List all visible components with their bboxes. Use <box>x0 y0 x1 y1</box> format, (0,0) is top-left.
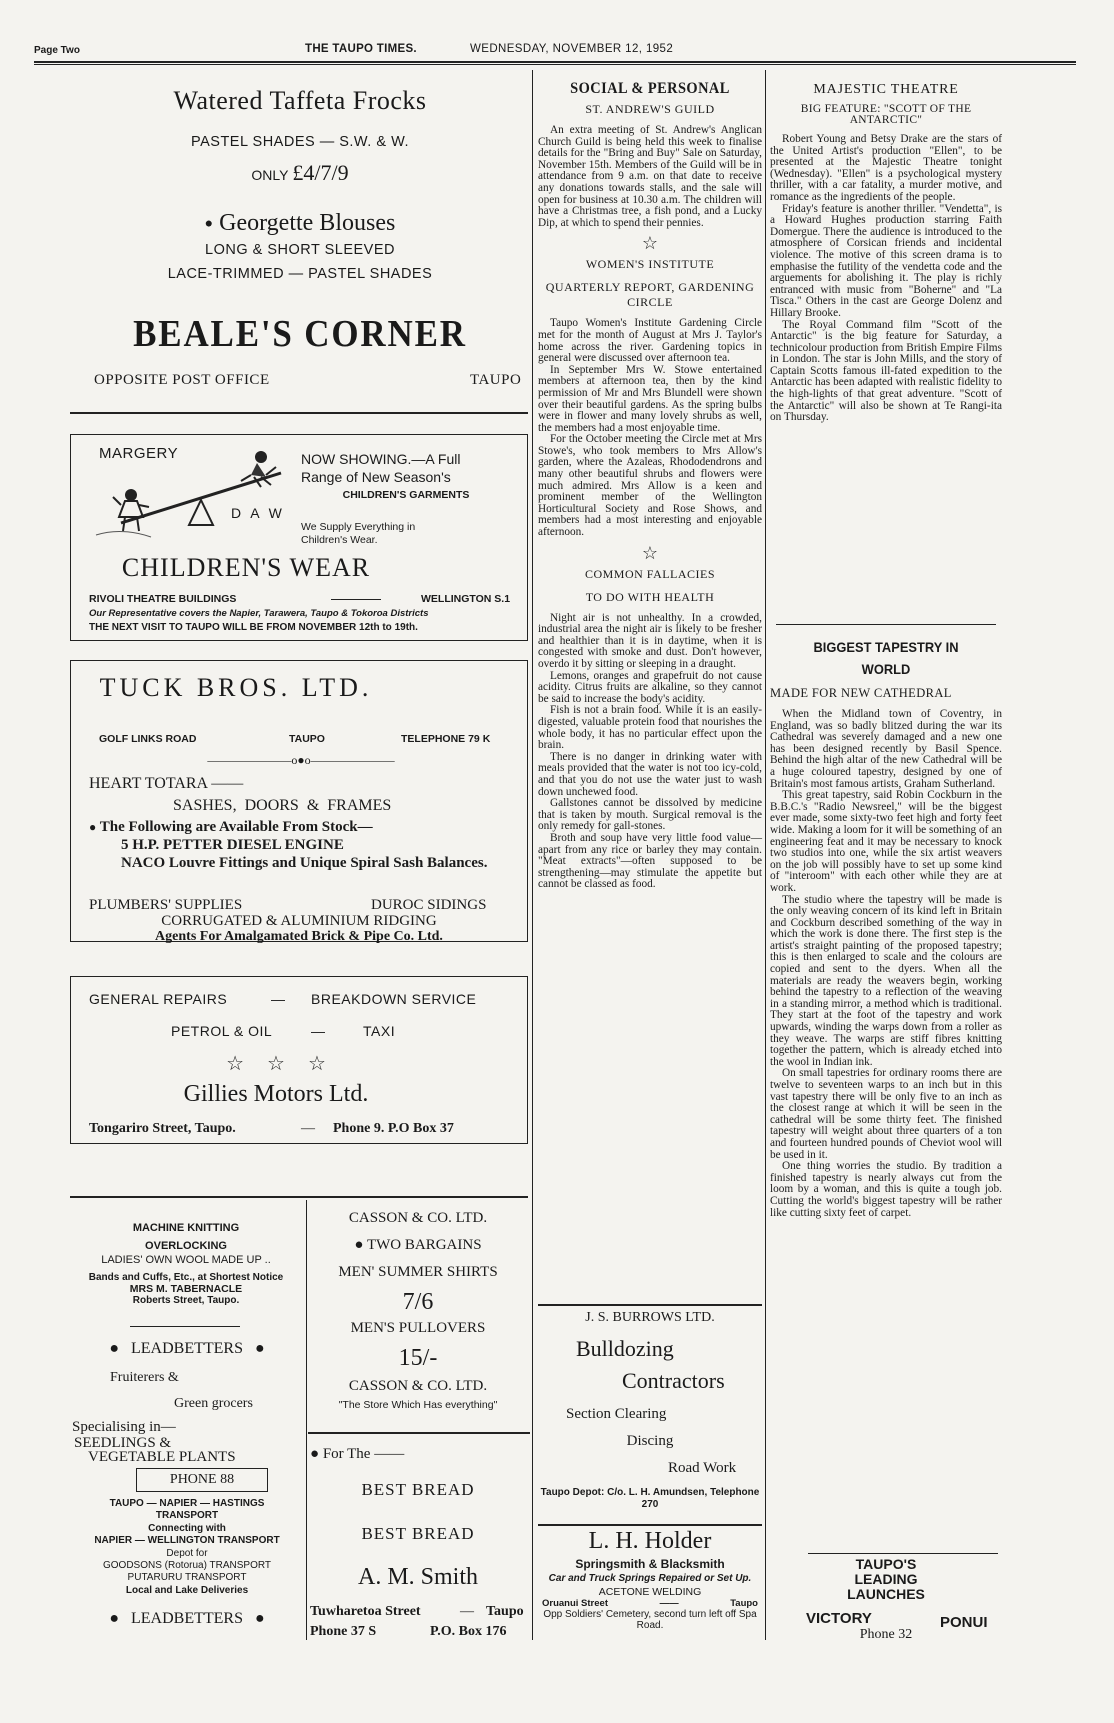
phone-box <box>136 1468 268 1492</box>
ad-line: Specialising in— <box>72 1419 176 1435</box>
ad-heading-text: Georgette Blouses <box>219 210 396 236</box>
article-heading: TO DO WITH HEALTH <box>585 589 715 604</box>
section-rule <box>308 1432 530 1434</box>
ad-line: LONG & SHORT SLEEVED <box>205 242 395 258</box>
social-personal-column <box>538 80 762 891</box>
section-rule <box>538 1524 762 1526</box>
shop-name <box>72 1610 302 1628</box>
bullet-icon: ● <box>204 216 214 232</box>
margery-daw-ad <box>70 434 528 641</box>
transport-ad <box>70 1498 304 1597</box>
shop-name: CASSON & CO. LTD. <box>348 1378 488 1394</box>
star-icon: ☆ <box>641 542 659 563</box>
ad-line-text: For The —— <box>322 1446 405 1462</box>
depot-text: Taupo Depot: C/o. L. H. Amundsen, Telephone 270 <box>540 1487 760 1510</box>
article-subheading: MADE FOR NEW CATHEDRAL <box>770 686 952 700</box>
bullet-icon: ● <box>255 1610 265 1627</box>
short-rule <box>808 1553 998 1554</box>
shop-name: TUCK BROS. LTD. <box>99 673 373 702</box>
ad-heading <box>70 210 530 237</box>
article-heading: BIG FEATURE: "SCOTT OF THE ANTARCTIC" <box>800 103 972 126</box>
address: GOLF LINKS ROAD <box>99 733 197 745</box>
address: Tuwharetoa Street <box>310 1604 421 1619</box>
telephone: TELEPHONE 79 K <box>401 733 491 745</box>
newspaper-name: THE TAUPO TIMES. <box>305 43 417 55</box>
agents-line: Agents For Amalgamated Brick & Pipe Co. Ltd. <box>155 929 443 944</box>
column-title: SOCIAL & PERSONAL <box>570 80 730 97</box>
holder-ad <box>538 1528 762 1631</box>
dash: — <box>460 1604 474 1619</box>
showing-text: Range of New Season's <box>301 469 451 485</box>
ad-line: OVERLOCKING <box>145 1240 227 1252</box>
article-paragraph: On small tapestries for ordinary rooms there are twelve to seventeen warps to an inch but in this vast tapestry there will be only five to an inch as the closest range at which it will be seen in the cathedral will be some thirty feet. The finished tapestry will weight about three quarters of a ton and fourteen hundred pounds of Cheviot wool will be used in it. <box>770 1067 1002 1161</box>
bread-line: BEST BREAD <box>361 1524 475 1543</box>
phone: Phone 32 <box>859 1627 913 1642</box>
price: £4/7/9 <box>292 160 349 185</box>
ad-line: ACETONE WELDING <box>598 1586 702 1598</box>
shop-name-text: LEADBETTERS <box>131 1340 243 1357</box>
column-divider <box>306 1200 307 1640</box>
article-title: BIGGEST TAPESTRY IN WORLD <box>813 639 959 677</box>
product-line-text: The Following are Available From Stock— <box>99 819 373 835</box>
ad-line: LACE-TRIMMED — PASTEL SHADES <box>167 266 433 282</box>
launches-ad <box>770 1557 1002 1602</box>
ad-line <box>308 1237 528 1254</box>
phone: Phone 37 S <box>310 1624 377 1639</box>
column-title: MAJESTIC THEATRE <box>813 82 959 97</box>
bullet-icon: ● <box>109 1610 119 1627</box>
article-paragraph: Fish is not a brain food. While it is an easily-digested, valuable protein food that nourishes the whole body, it has no particular effect upon the brain. <box>538 704 762 752</box>
price: 7/6 <box>402 1289 434 1315</box>
ad-line-text: TWO BARGAINS <box>366 1237 482 1253</box>
address: Oruanui Street <box>542 1598 608 1609</box>
article-heading: COMMON FALLACIES <box>584 566 716 581</box>
star-icon: ☆ <box>641 233 659 254</box>
dash: — <box>271 991 285 1007</box>
ad-line: VEGETABLE PLANTS <box>88 1449 236 1465</box>
majestic-theatre-column <box>770 82 1002 424</box>
article-heading: ST. ANDREW'S GUILD <box>585 102 715 116</box>
bullet-icon: ● <box>354 1237 364 1253</box>
ad-line: ONLY <box>251 167 289 183</box>
ad-line: LAUNCHES <box>847 1586 925 1602</box>
article-heading: WOMEN'S INSTITUTE <box>585 257 715 272</box>
ad-line: Discing <box>626 1433 674 1449</box>
burrows-ad <box>538 1310 762 1511</box>
shop-name-part: MARGERY <box>99 445 179 462</box>
article-paragraph: The Royal Command film "Scott of the Antarctic" is the big feature for Saturday, a technicolour production from British Empire Films in London. The star is John Mills, and the story of Captain Scotts famous ill-fated expedition to the Antarctic has been adapted with realistic fidelity to the high-lights of that great adventure. "Scott of the Antarctic" will also be shown at Te Rangi-ita on Thursday. <box>770 318 1002 424</box>
casson-ad <box>308 1210 528 1411</box>
garments-text: CHILDREN'S GARMENTS <box>342 489 470 501</box>
product-line <box>89 819 373 836</box>
issue-date: WEDNESDAY, NOVEMBER 12, 1952 <box>470 43 674 55</box>
article-paragraph: Gallstones cannot be dissolved by medicine that is taken by mouth. Surgical removal is the only remedy for gall-stones. <box>538 797 762 833</box>
ad-line: NAPIER — WELLINGTON TRANSPORT <box>94 1535 280 1547</box>
ad-line: MEN' SUMMER SHIRTS <box>338 1264 498 1280</box>
ad-line: LEADING <box>854 1571 918 1587</box>
address: WELLINGTON S.1 <box>421 593 511 605</box>
ad-line: Contractors <box>622 1368 725 1393</box>
page-number: Page Two <box>34 45 80 56</box>
article-paragraph: Broth and soup have very little food value—apart from any rice or barley they may contain. "Meat extracts"—often supposed to be strengthening—may stimulate the appetite but cannot be classed as food. <box>538 831 762 891</box>
article-paragraph: Lemons, oranges and grapefruit do not cause acidity. Citrus fruits are alkaline, so they cannot be said to increase the body's acidity. <box>538 669 762 705</box>
article-paragraph: Taupo Women's Institute Gardening Circle met for the month of August at Mrs J. Taylor's home across the river. Gardening topics in general were discussed over afternoon tea. <box>538 317 762 365</box>
ad-line: Springsmith & Blacksmith <box>575 1557 725 1571</box>
shop-name: CASSON & CO. LTD. <box>348 1210 488 1226</box>
product-line: CORRUGATED & ALUMINIUM RIDGING <box>161 913 437 929</box>
tapestry-article <box>770 636 1002 1219</box>
bullet-icon: ● <box>89 820 97 834</box>
ornament-divider: ———————o●o——————— <box>207 753 395 767</box>
article-paragraph: An extra meeting of St. Andrew's Anglican Church Guild is being held this week to finalise details for the "Bring and Buy" Sale on Saturday, November 15th. Members of the Guild will be in attendance from 9 a.m. on that date to receive any donations towards stalls, and the sale will open for business at 10.30 a.m. The children will have a Christmas tree, a fish pond, and a Lucky Dip, at which to spend their pennies. <box>538 124 762 229</box>
po-box: P.O. Box 176 <box>430 1624 507 1639</box>
ad-line <box>310 1446 404 1463</box>
ad-line: TAUPO — NAPIER — HASTINGS <box>109 1498 265 1509</box>
column-divider <box>532 70 533 1640</box>
article-paragraph: Friday's feature is another thriller. "Vendetta", is a Howard Hughes production starring Faith Domergue. There the audience is introduced to the atmosphere of Corsican friends and incidental violence. The motive of this screen drama is to emphasise the futility of the vendetta code and the arguements for abolishing it. The play is richly entranced with music from "Boherne" and "La Tisca." Others in the cast are George Dolenz and Hillary Brooke. <box>770 202 1002 319</box>
article-paragraph: When the Midland town of Coventry, in England, was so badly blitzed during the war its Cathedral was severely damaged and a new one has been designed recently by Basil Spence. Behind the high altar of the new Cathedral will be a huge coloured tapestry, designed by one of Britain's most famous artists, Graham Sutherland. <box>770 708 1002 790</box>
article-paragraph: This great tapestry, said Robin Cockburn in the B.B.C.'s "Radio Newsreel," will be the biggest ever made, some sixty-two feet high and forty feet wide. Making a loom for it will be something of an engineering feat and it may be necessary to knock two studios into one, while the six artist weavers on the job will possibly have to set up some kind of "interoom" with each other while they are at work. <box>770 789 1002 894</box>
article-paragraph: In September Mrs W. Stowe entertained members at afternoon tea, then by the kind permission of Mr and Mrs Blundell were shown over their beautiful gardens. As the spring bulbs were in flower and many lovely shrubs as well, the members had a most enjoyable time. <box>538 363 762 434</box>
header-rule-thin <box>34 64 1076 65</box>
gillies-motors-ad <box>70 976 528 1144</box>
launch-name: PONUI <box>940 1614 988 1631</box>
article-paragraph: Night air is not unhealthy. In a crowded, industrial area the night air is likely to be fresher and healthier than it is in daytime, when it is congested with smoke and dust. Don't however, overdo it by sitting or sleeping in a draught. <box>538 611 762 670</box>
article-paragraph: Robert Young and Betsy Drake are the stars of the United Artist's production "Ellen", to be presented at the Majestic Theatre tonight (Wednesday). "Ellen" is a psychological mystery thriller, with a car fatality, a murder motive, and romance as the ingredients of the people. <box>770 133 1002 203</box>
supply-text: We Supply Everything in Children's Wear. <box>301 521 416 546</box>
address: RIVOLI THEATRE BUILDINGS <box>89 593 237 605</box>
ad-line: MRS M. TABERNACLE <box>129 1283 243 1295</box>
address: Tongariro Street, Taupo. <box>89 1121 236 1136</box>
article-heading: QUARTERLY REPORT, GARDENING CIRCLE <box>545 280 755 310</box>
dash: —— <box>659 1598 679 1609</box>
bread-line: BEST BREAD <box>361 1480 475 1499</box>
article-paragraph: One thing worries the studio. By tradition a finished tapestry is nearly always cut from the loom by a woman, and this is quite a tough job. Cutting the world's biggest tapestry will be rather like cutting sixty feet of carpet. <box>770 1160 1002 1219</box>
ad-line: PASTEL SHADES — S.W. & W. <box>191 134 409 150</box>
ad-heading: Watered Taffeta Frocks <box>173 86 427 115</box>
representative-text: Our Representative covers the Napier, Tarawera, Taupo & Tokoroa Districts <box>89 608 429 619</box>
dash: — <box>311 1023 325 1039</box>
ad-line: Depot for <box>166 1547 208 1559</box>
ad-line: Roberts Street, Taupo. <box>132 1295 240 1306</box>
showing-text: NOW SHOWING.—A Full <box>301 451 461 467</box>
ad-line: SEEDLINGS & <box>74 1435 172 1451</box>
section-rule <box>538 1304 762 1306</box>
ad-line: Green grocers <box>174 1396 253 1411</box>
ad-line: MEN'S PULLOVERS <box>350 1320 486 1336</box>
shop-town: TAUPO <box>470 372 522 388</box>
tuck-bros-ad <box>70 660 528 942</box>
shop-location: OPPOSITE POST OFFICE <box>94 372 270 388</box>
product-line: SASHES, DOORS & FRAMES <box>173 797 392 814</box>
section-rule <box>70 412 528 414</box>
ad-line: TAUPO'S <box>855 1556 917 1572</box>
short-rule <box>130 1326 240 1327</box>
ad-line: Section Clearing <box>566 1406 667 1422</box>
bullet-icon: ● <box>310 1446 320 1462</box>
shop-name: BEALE'S CORNER <box>133 313 467 355</box>
slogan: "The Store Which Has everything" <box>338 1399 498 1411</box>
town: Taupo <box>730 1598 758 1609</box>
town: TAUPO <box>289 733 325 745</box>
ad-line: PUTARURU TRANSPORT <box>127 1572 247 1584</box>
address-row <box>538 1598 762 1609</box>
section-rule <box>776 624 996 625</box>
shop-name: J. S. BURROWS LTD. <box>585 1310 715 1325</box>
ad-line: MACHINE KNITTING <box>132 1222 240 1234</box>
ad-line: GOODSONS (Rotorua) TRANSPORT <box>103 1560 271 1572</box>
ad-line: Bulldozing <box>576 1336 674 1361</box>
shop-name: Gillies Motors Ltd. <box>183 1081 369 1107</box>
price: 15/- <box>398 1345 438 1371</box>
product-line: DUROC SIDINGS <box>371 897 487 913</box>
beales-corner-ad <box>70 72 530 412</box>
article-paragraph: The studio where the tapestry will be made is the only weaving concern of its kind left in Britain and Cockburn described something of the way in which the work is done there. The first step is the artist's straight painting of the proposed tapestry; this is then enlarged to scale and the colours are copied and sent to the dyers. When all the materials are ready the weavers begin, working behind the tapestry to a reflection of the weaving in a standing mirror, a method which is traditional. They start at the foot of the tapestry and work upwards, winding the warps down from a roller as they weave. The warps are stiff fibres knitting together the pattern, which is already etched into the wool in Indian ink. <box>770 893 1002 1068</box>
service-text: GENERAL REPAIRS <box>89 991 228 1007</box>
bullet-icon: ● <box>109 1340 119 1357</box>
section-rule <box>70 1196 528 1198</box>
header-rule <box>34 61 1076 63</box>
ad-line: Bands and Cuffs, Etc., at Shortest Notice <box>88 1272 284 1283</box>
seesaw-children-illustration <box>91 445 321 560</box>
product-line: PLUMBERS' SUPPLIES <box>89 897 243 913</box>
shop-name-text: LEADBETTERS <box>131 1610 243 1627</box>
shop-name: A. M. Smith <box>357 1564 479 1590</box>
shop-name <box>72 1340 302 1358</box>
ad-line: Road Work <box>668 1460 737 1476</box>
service-text: BREAKDOWN SERVICE <box>311 991 477 1007</box>
bullet-icon: ● <box>255 1340 265 1357</box>
ad-line: Car and Truck Springs Repaired or Set Up. <box>548 1573 752 1584</box>
shop-name-part: D A W <box>231 505 285 521</box>
product-line: NACO Louvre Fittings and Unique Spiral Sash Balances. <box>121 855 488 871</box>
column-divider <box>765 70 766 1640</box>
service-text: TAXI <box>363 1023 396 1039</box>
shop-name: L. H. Holder <box>588 1528 712 1554</box>
product-line: HEART TOTARA —— <box>89 775 244 792</box>
shop-heading: CHILDREN'S WEAR <box>121 553 371 582</box>
phone: PHONE 88 <box>169 1472 235 1487</box>
town: Taupo <box>486 1604 524 1619</box>
ad-line: Opp Soldiers' Cemetery, second turn left off Spa Road. <box>543 1609 757 1631</box>
visit-text: THE NEXT VISIT TO TAUPO WILL BE FROM NOVEMBER 12th to 19th. <box>89 622 418 633</box>
article-paragraph: For the October meeting the Circle met at Mrs Stowe's, who took members to Mrs Allow's garden, where the Azaleas, Rhododendrons and many other beautiful shrubs and flowers were much admired. Mrs Allow is a keen and prominent member of the Wellington Horticultural Society and Rose Shows, and members had a most interesting and enjoyable afternoon. <box>538 433 762 539</box>
service-text: PETROL & OIL <box>171 1023 273 1039</box>
ad-line: Local and Lake Deliveries <box>125 1584 249 1596</box>
product-line: 5 H.P. PETTER DIESEL ENGINE <box>121 837 344 853</box>
ad-line: TRANSPORT <box>155 1510 219 1522</box>
article-paragraph: There is no danger in drinking water with meals provided that the water is not too icy-cold, and that you do not use the water just to wash down unchewed food. <box>538 750 762 798</box>
phone: Phone 9. P.O Box 37 <box>333 1121 454 1136</box>
dash <box>331 599 381 600</box>
ad-line: Fruiterers & <box>110 1370 179 1385</box>
knitting-ad <box>70 1222 302 1306</box>
launch-name: VICTORY <box>806 1610 872 1627</box>
ad-line: LADIES' OWN WOOL MADE UP .. <box>101 1254 271 1266</box>
star-ornaments: ☆ ☆ ☆ <box>226 1053 326 1075</box>
ad-line: Connecting with <box>148 1522 226 1534</box>
dash: — <box>301 1121 315 1136</box>
